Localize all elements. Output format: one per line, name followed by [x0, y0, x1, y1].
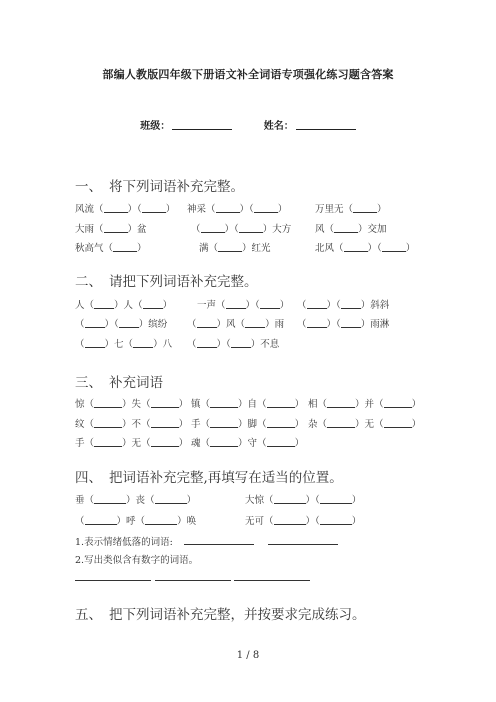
section-2-heading: 二、 请把下列词语补充完整。: [75, 274, 258, 290]
section-5-heading: 五、 把下列词语补充完整，并按要求完成练习。: [75, 607, 366, 623]
section-4-heading: 四、 把词语补充完整,再填写在适当的位置。: [75, 470, 343, 486]
answer-line[interactable]: [75, 580, 151, 581]
name-field[interactable]: 姓名：: [264, 117, 356, 132]
section-1-heading: 一、 将下列词语补充完整。: [75, 179, 244, 195]
page-number: 1 / 8: [236, 650, 260, 661]
document-title: 部编人教版四年级下册语文补全词语专项强化练习题含答案: [102, 68, 394, 81]
answer-line[interactable]: [234, 580, 310, 581]
student-info: [0, 117, 496, 132]
answer-line[interactable]: [268, 544, 338, 545]
document-page: 部编人教版四年级下册语文补全词语专项强化练习题含答案 班级： 姓名： 一、 将下列词语补充完整。 风流（ ）（ ） 神采（ ）（ ） 万里无（ ） 大雨（ ）盆 （ ）（ ）大方 风（ ）交加 秋高气（ ） 满（ ）红光 北风（ ）（ ） 二、 请把下列词语补充完整。 人（ ）人（ ） 一声（ ）（ ） （ ）（ ）斜斜 （ ）（ ）缤纷 （ ）风（ ）雨 （ ）（ ）雨淋 （ ）七（ ）八 （ ）（ ）不息 三、 补充词语 惊（ ）失（ ） 镇（ ）自（ ） 相（ ）并（ ） 纹（ ）不（ ） 手（ ）脚（ ） 杂（ ）无（ ） 手（ ）无（ ） 魂（ ）守（ ） 四、 把词语补充完整,再填写在适当的位置。 垂（ ）丧（ ） 大惊（ ）（ ） （ ）呼（ ）唤 无可（ ）（ ） 1.表示情绪低落的词语: 2.写出类似含有数字的词语。 五、 把下列词语补充完整，并按要求完成练习。 1 / 8: [0, 0, 496, 702]
answer-line[interactable]: [155, 580, 231, 581]
section-3-heading: 三、 补充词语: [75, 375, 163, 391]
answer-line[interactable]: [184, 544, 254, 545]
class-field[interactable]: 班级：: [140, 117, 232, 132]
